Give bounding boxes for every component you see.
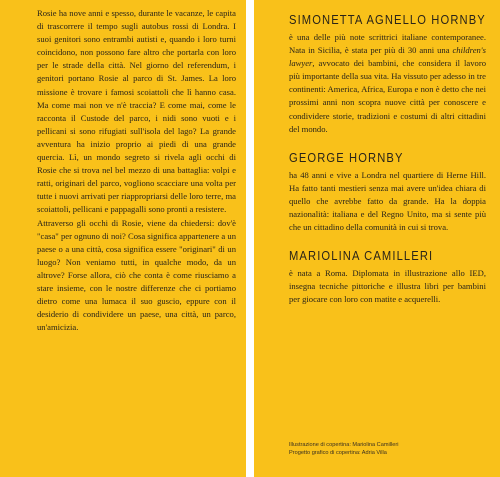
- right-flap: [254, 0, 500, 477]
- bio-text-part: , avvocato dei bambini, che considera il lavoro più importante della sua vita. Ha vissuto per adesso in tre continenti: America, Africa, Europa e non è detto che nei prossimi anni non scopra nuove città per conoscere e condividere storie, tradizioni e costumi di altri cittadini del mondo.: [289, 58, 486, 134]
- author-bio: [289, 150, 486, 234]
- author-bio: [289, 12, 486, 136]
- author-name: SIMONETTA AGNELLO HORNBY: [289, 12, 486, 27]
- illustrator-bio-text: è nata a Roma. Diplomata in illustrazione allo IED, insegna tecniche pittoriche e illustra libri per bambini per giocare con loro con matite e acquerelli.: [289, 268, 486, 305]
- illustrator-bio: [289, 248, 486, 306]
- bio-text-part: è una delle più note scrittrici italiane contemporanee. Nata in Sicilia, è stata per più di 30 anni una: [289, 32, 486, 56]
- cover-illustration-credit: Illustrazione di copertina: Mariolina Camilleri: [289, 442, 399, 448]
- synopsis-text: [37, 7, 236, 334]
- synopsis-paragraph: Rosie ha nove anni e spesso, durante le vacanze, le capita di trascorrere il tempo sugli autobus rossi di Londra. I suoi genitori sono entrambi autisti e, quando i loro turni coincidono, non possono fare altro che portarla con loro per le strade della città. Nel giorno del referendum, i genitori portano Rosie al parco di St. James. La loro missione è trovare i famosi scoiattoli che lì hanno casa. Ma come mai non ve n'è traccia? E come mai, come le racconta il Custode del parco, i nidi sono vuoti e i pellicani si sono rifugiati sull'isola del lago? La grande avventura ha inizio proprio ai piedi di una grande quercia. Lì, un mondo segreto si rivela agli occhi di Rosie che si trova nel bel mezzo di una battaglia: volpi e ratti, originari del parco, vogliono scacciare una volta per tutte i nuovi arrivati per riappropriarsi delle loro terre, ma scoiattoli, pellicani e pappagalli sono pronti a resistere.: [37, 8, 236, 215]
- author-name: GEORGE HORNBY: [289, 149, 404, 165]
- cover-credits: [289, 441, 398, 457]
- cover-design-credit: Progetto grafico di copertina: Adria Villa: [289, 450, 387, 456]
- author-bio-text: [289, 31, 486, 136]
- illustrator-name: MARIOLINA CAMILLERI: [289, 248, 434, 264]
- synopsis-paragraph: Attraverso gli occhi di Rosie, viene da chiedersi: dov'è "casa" per ognuno di noi? Cosa significa appartenere a un paese o a una città, cosa significa essere "originari" di un luogo? Non veniamo tutti, in qualche modo, da un altrove? Forse allora, ciò che conta è come riusciamo a stare insieme, con le nostre differenze che ci portiamo dietro come una lumaca il suo guscio, eppure con il desiderio di condividere un paese, una città, un parco, un'amicizia.: [37, 217, 236, 333]
- left-flap: [0, 0, 246, 477]
- bio-text-italic: children's lawyer: [289, 45, 486, 69]
- author-bio-text: ha 48 anni e vive a Londra nel quartiere di Herne Hill. Ha fatto tanti mestieri senza mai avere un'idea chiara di quello che avrebbe fatto da grande. Ha la doppia nazionalità: italiana e del Regno Unito, ma si sente più che un cittadino della comunità in cui si trova.: [289, 169, 486, 233]
